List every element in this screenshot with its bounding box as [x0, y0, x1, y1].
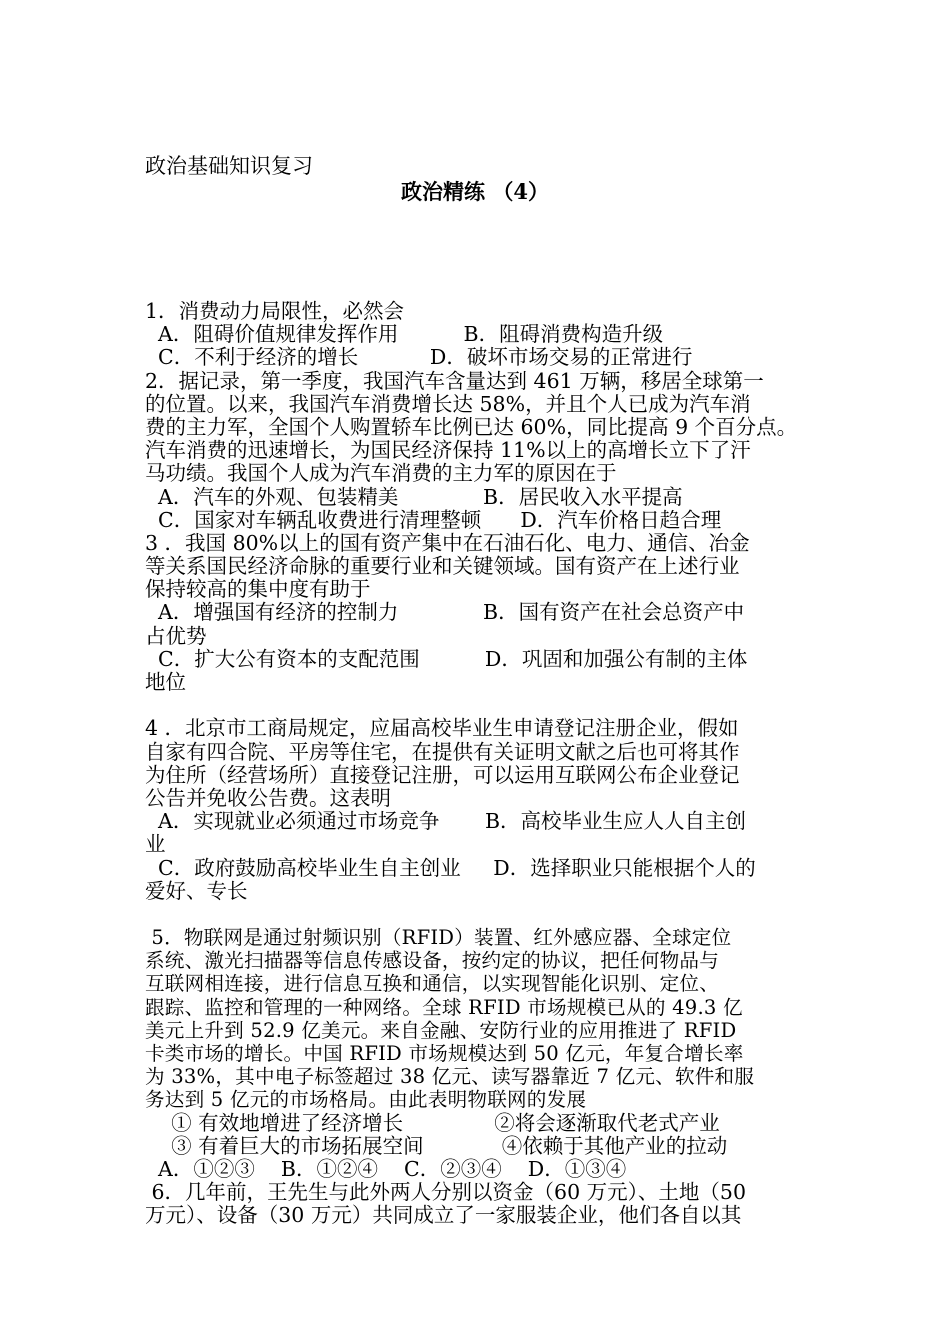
text-line: 马功绩。我国个人成为汽车消费的主力军的原因在于: [145, 461, 617, 486]
text-line: 1．消费动力局限性，必然会: [145, 299, 405, 323]
text-line: 等关系国民经济命脉的重要行业和关键领域。国有资产在上述行业: [145, 554, 740, 579]
text-line: 爱好、专长: [145, 878, 248, 903]
text-line: 5．物联网是通过射频识别（RFID）装置、红外感应器、全球定位: [145, 926, 732, 950]
text-line: 费的主力军，全国个人购置轿车比例已达 60%，同比提高 9 个百分点。: [145, 414, 798, 439]
text-line: 地位: [145, 670, 186, 694]
text-line: A．增强国有经济的控制力 B．国有资产在社会总资产中: [145, 600, 745, 625]
document-header: 政治基础知识复习: [145, 154, 313, 178]
text-line: C．国家对车辆乱收费进行清理整顿 D．汽车价格日趋合理: [145, 507, 722, 532]
text-line: 卡类市场的增长。中国 RFID 市场规模达到 50 亿元，年复合增长率: [145, 1042, 744, 1065]
question-block-1-4: [145, 300, 810, 926]
text-line: 公告并免收公告费。这表明: [145, 785, 391, 810]
text-line: 跟踪、监控和管理的一种网络。全球 RFID 市场规模已从的 49.3 亿: [145, 995, 743, 1019]
text-line: 2．据记录，第一季度，我国汽车含量达到 461 万辆，移居全球第一: [145, 368, 764, 393]
text-line: 为 33%，其中电子标签超过 38 亿元、读写器靠近 7 亿元、软件和服: [145, 1065, 755, 1089]
text-line: C．政府鼓励高校毕业生自主创业 D．选择职业只能根据个人的: [145, 855, 756, 880]
text-line: A．①②③ B．①②④ C．②③④ D．①③④: [145, 1156, 627, 1181]
text-line: ① 有效地增进了经济增长 ②将会逐渐取代老式产业: [145, 1110, 720, 1135]
text-line: 保持较高的集中度有助于: [145, 577, 371, 602]
document-title: 政治精练 （4）: [401, 179, 549, 204]
text-line: A．实现就业必须通过市场竞争 B．高校毕业生应人人自主创: [145, 809, 747, 834]
text-line: 占优势: [145, 623, 207, 648]
text-line: 系统、激光扫描器等信息传感设备，按约定的协议，把任何物品与: [145, 949, 720, 973]
blank-line: [145, 694, 810, 717]
text-line: 为住所（经营场所）直接登记注册，可以运用互联网公布企业登记: [145, 762, 740, 787]
text-line: 万元）、设备（30 万元）共同成立了一家服装企业，他们各自以其: [145, 1203, 742, 1228]
text-line: 4 ．北京市工商局规定，应届高校毕业生申请登记注册企业，假如: [145, 716, 739, 741]
question-block-5: [145, 926, 810, 1112]
text-line: 的位置。以来，我国汽车消费增长达 58%，并且个人已成为汽车消: [145, 391, 751, 416]
text-line: C．扩大公有资本的支配范围 D．巩固和加强公有制的主体: [145, 646, 748, 671]
text-line: 汽车消费的迅速增长，为国民经济保持 11%以上的高增长立下了汗: [145, 438, 751, 463]
text-line: 3 ．我国 80%以上的国有资产集中在石油石化、电力、通信、冶金: [145, 530, 750, 555]
blank-line: [145, 903, 810, 926]
text-line: 自家有四合院、平房等住宅，在提供有关证明文献之后也可将其作: [145, 739, 740, 764]
text-line: A．阻碍价值规律发挥作用 B．阻碍消费构造升级: [145, 322, 664, 347]
text-line: C．不利于经济的增长 D．破坏市场交易的正常进行: [145, 345, 693, 370]
text-line: 业: [145, 832, 166, 857]
text-line: 互联网相连接，进行信息互换和通信，以实现智能化识别、定位、: [145, 972, 720, 996]
text-line: 美元上升到 52.9 亿美元。来自金融、安防行业的应用推进了 RFID: [145, 1018, 737, 1042]
text-line: 务达到 5 亿元的市场格局。由此表明物联网的发展: [145, 1088, 587, 1112]
question-block-5-options-6: [145, 1112, 810, 1228]
text-line: A．汽车的外观、包装精美 B．居民收入水平提高: [145, 484, 683, 509]
text-line: ③ 有着巨大的市场拓展空间 ④依赖于其他产业的拉动: [145, 1133, 728, 1158]
document-body: [145, 300, 810, 1228]
text-line: 6．几年前，王先生与此外两人分别以资金（60 万元）、土地（50: [145, 1180, 746, 1205]
